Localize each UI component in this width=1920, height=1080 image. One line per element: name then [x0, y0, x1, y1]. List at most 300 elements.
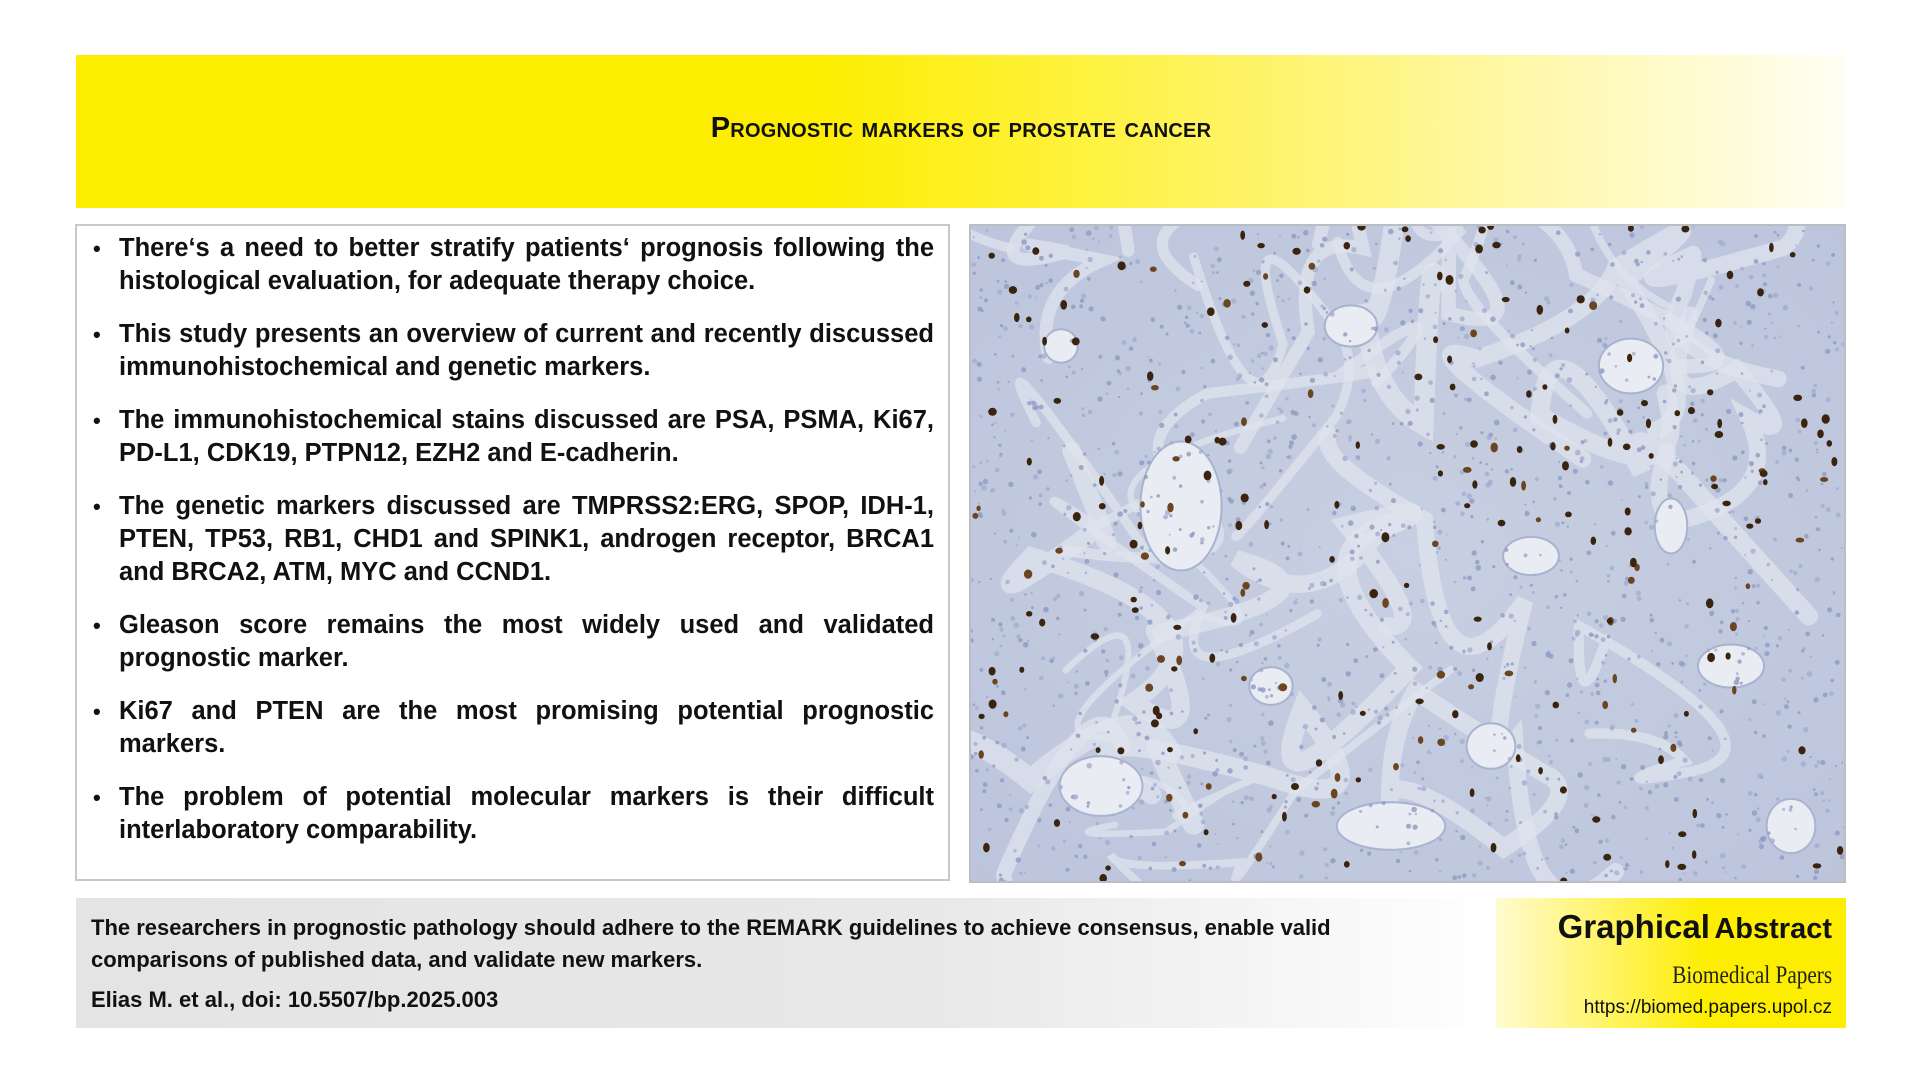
- counterstain-nucleus: [1216, 865, 1220, 869]
- counterstain-nucleus: [1576, 580, 1578, 582]
- counterstain-nucleus: [1118, 396, 1120, 398]
- counterstain-nucleus: [1267, 440, 1271, 444]
- counterstain-nucleus: [1119, 655, 1124, 660]
- ki67-positive-nucleus: [1438, 470, 1443, 476]
- counterstain-nucleus: [1831, 322, 1834, 325]
- counterstain-nucleus: [1376, 825, 1379, 828]
- counterstain-nucleus: [1359, 556, 1363, 560]
- counterstain-nucleus: [1741, 422, 1743, 424]
- counterstain-nucleus: [1691, 471, 1694, 474]
- counterstain-nucleus: [1715, 348, 1720, 353]
- counterstain-nucleus: [983, 479, 988, 484]
- graphical-abstract-badge: [1496, 898, 1846, 1028]
- counterstain-nucleus: [1653, 377, 1657, 381]
- counterstain-nucleus: [1374, 710, 1378, 714]
- counterstain-nucleus: [1217, 843, 1219, 845]
- counterstain-nucleus: [1038, 502, 1042, 506]
- counterstain-nucleus: [1720, 778, 1725, 783]
- counterstain-nucleus: [1127, 786, 1130, 789]
- counterstain-nucleus: [1426, 294, 1430, 298]
- counterstain-nucleus: [1673, 713, 1678, 718]
- counterstain-nucleus: [1620, 856, 1623, 859]
- counterstain-nucleus: [1732, 455, 1737, 460]
- counterstain-nucleus: [1250, 291, 1255, 296]
- counterstain-nucleus: [1245, 614, 1247, 616]
- counterstain-nucleus: [1218, 297, 1221, 300]
- ki67-positive-nucleus: [1553, 415, 1558, 424]
- ki67-positive-nucleus: [1470, 440, 1478, 447]
- counterstain-nucleus: [982, 789, 986, 793]
- counterstain-nucleus: [1716, 813, 1721, 818]
- ki67-positive-nucleus: [1130, 540, 1138, 549]
- counterstain-nucleus: [1747, 320, 1752, 325]
- counterstain-nucleus: [1776, 644, 1779, 647]
- counterstain-nucleus: [1749, 275, 1754, 280]
- counterstain-nucleus: [1176, 634, 1182, 640]
- counterstain-nucleus: [1573, 469, 1578, 474]
- counterstain-nucleus: [1009, 807, 1013, 811]
- counterstain-nucleus: [1513, 575, 1517, 579]
- counterstain-nucleus: [1006, 580, 1010, 584]
- counterstain-nucleus: [1141, 767, 1144, 770]
- counterstain-nucleus: [1809, 286, 1814, 291]
- counterstain-nucleus: [1186, 452, 1191, 457]
- counterstain-nucleus: [1776, 265, 1779, 268]
- ki67-positive-nucleus: [1072, 337, 1080, 345]
- counterstain-nucleus: [1147, 510, 1150, 513]
- conclusion-footer: [76, 898, 1498, 1028]
- counterstain-nucleus: [1273, 252, 1276, 255]
- counterstain-nucleus: [1174, 289, 1177, 292]
- counterstain-nucleus: [1558, 461, 1560, 463]
- counterstain-nucleus: [1254, 381, 1257, 384]
- counterstain-nucleus: [1027, 401, 1031, 405]
- ki67-positive-nucleus: [1624, 527, 1631, 535]
- ki67-positive-nucleus: [1344, 861, 1350, 868]
- counterstain-nucleus: [1428, 380, 1433, 385]
- ki67-positive-nucleus: [1209, 654, 1215, 663]
- counterstain-nucleus: [1476, 565, 1482, 571]
- counterstain-nucleus: [1245, 401, 1249, 405]
- counterstain-nucleus: [1648, 790, 1652, 794]
- counterstain-nucleus: [1269, 862, 1272, 865]
- counterstain-nucleus: [1071, 305, 1076, 310]
- ki67-positive-nucleus: [1542, 384, 1547, 390]
- counterstain-nucleus: [1706, 649, 1710, 653]
- counterstain-nucleus: [1083, 453, 1086, 456]
- journal-url[interactable]: https://biomed.papers.upol.cz: [1583, 997, 1832, 1018]
- ki67-positive-nucleus: [1447, 356, 1452, 364]
- ki67-positive-nucleus: [1172, 456, 1179, 461]
- counterstain-nucleus: [1478, 860, 1483, 865]
- ki67-positive-nucleus: [1437, 444, 1445, 450]
- ki67-positive-nucleus: [1263, 273, 1268, 280]
- counterstain-nucleus: [1789, 570, 1793, 574]
- counterstain-nucleus: [1135, 616, 1139, 620]
- counterstain-nucleus: [1739, 342, 1742, 345]
- counterstain-nucleus: [1692, 462, 1696, 466]
- counterstain-nucleus: [1024, 872, 1026, 874]
- counterstain-nucleus: [1046, 282, 1048, 284]
- counterstain-nucleus: [1380, 529, 1382, 531]
- counterstain-nucleus: [978, 502, 980, 504]
- ki67-positive-nucleus: [1715, 431, 1724, 438]
- counterstain-nucleus: [1051, 846, 1056, 851]
- counterstain-nucleus: [1637, 596, 1642, 601]
- counterstain-nucleus: [1817, 244, 1821, 248]
- counterstain-nucleus: [1291, 234, 1296, 239]
- ki67-positive-nucleus: [1746, 524, 1753, 529]
- counterstain-nucleus: [1610, 262, 1615, 267]
- counterstain-nucleus: [1535, 704, 1540, 709]
- counterstain-nucleus: [1227, 768, 1232, 773]
- ki67-positive-nucleus: [1658, 755, 1664, 764]
- counterstain-nucleus: [1164, 831, 1169, 836]
- counterstain-nucleus: [1698, 689, 1701, 692]
- counterstain-nucleus: [1546, 857, 1549, 860]
- bullet-dot-icon: •: [93, 322, 101, 347]
- counterstain-nucleus: [1462, 650, 1465, 653]
- counterstain-nucleus: [980, 288, 983, 291]
- counterstain-nucleus: [1607, 574, 1611, 578]
- counterstain-nucleus: [1368, 768, 1372, 772]
- counterstain-nucleus: [1350, 709, 1355, 714]
- counterstain-nucleus: [1046, 487, 1050, 491]
- counterstain-nucleus: [1303, 230, 1308, 235]
- counterstain-nucleus: [973, 272, 976, 275]
- counterstain-nucleus: [1667, 563, 1670, 566]
- counterstain-nucleus: [1351, 247, 1356, 252]
- ki67-positive-nucleus: [1510, 477, 1516, 487]
- counterstain-nucleus: [1558, 559, 1561, 562]
- counterstain-nucleus: [1193, 648, 1198, 653]
- counterstain-nucleus: [1255, 302, 1259, 306]
- counterstain-nucleus: [1142, 710, 1145, 713]
- counterstain-nucleus: [1314, 787, 1318, 791]
- counterstain-nucleus: [1801, 761, 1807, 767]
- counterstain-nucleus: [1602, 342, 1607, 347]
- counterstain-nucleus: [1813, 697, 1818, 702]
- counterstain-nucleus: [1514, 695, 1516, 697]
- counterstain-nucleus: [1428, 725, 1430, 727]
- counterstain-nucleus: [1291, 434, 1297, 440]
- counterstain-nucleus: [1619, 399, 1623, 403]
- counterstain-nucleus: [1729, 511, 1731, 513]
- ki67-positive-nucleus: [1470, 788, 1475, 797]
- counterstain-nucleus: [1384, 289, 1387, 292]
- counterstain-nucleus: [1679, 599, 1681, 601]
- ki67-positive-nucleus: [1517, 446, 1523, 453]
- key-point-item: [91, 695, 934, 761]
- counterstain-nucleus: [1194, 255, 1197, 258]
- counterstain-nucleus: [1596, 691, 1601, 696]
- counterstain-nucleus: [1414, 850, 1419, 855]
- counterstain-nucleus: [1393, 261, 1398, 266]
- counterstain-nucleus: [1488, 822, 1492, 826]
- counterstain-nucleus: [1228, 468, 1233, 473]
- counterstain-nucleus: [1019, 324, 1023, 328]
- counterstain-nucleus: [1201, 820, 1206, 825]
- counterstain-nucleus: [1558, 778, 1561, 781]
- counterstain-nucleus: [1520, 342, 1525, 347]
- counterstain-nucleus: [1770, 838, 1775, 843]
- counterstain-nucleus: [1782, 756, 1787, 761]
- counterstain-nucleus: [1748, 829, 1751, 832]
- counterstain-nucleus: [1337, 801, 1340, 804]
- counterstain-nucleus: [1576, 678, 1578, 680]
- counterstain-nucleus: [1464, 398, 1468, 402]
- counterstain-nucleus: [1064, 287, 1069, 292]
- counterstain-nucleus: [1821, 483, 1824, 486]
- counterstain-nucleus: [1767, 563, 1771, 567]
- counterstain-nucleus: [1298, 281, 1303, 286]
- counterstain-nucleus: [1718, 240, 1723, 245]
- counterstain-nucleus: [1369, 804, 1373, 808]
- counterstain-nucleus: [1825, 809, 1830, 814]
- counterstain-nucleus: [1180, 755, 1184, 759]
- counterstain-nucleus: [1023, 642, 1029, 648]
- counterstain-nucleus: [1096, 822, 1100, 826]
- counterstain-nucleus: [1289, 609, 1292, 612]
- counterstain-nucleus: [1596, 678, 1599, 681]
- counterstain-nucleus: [1384, 327, 1389, 332]
- counterstain-nucleus: [1272, 866, 1275, 869]
- counterstain-nucleus: [1747, 647, 1750, 650]
- ki67-positive-nucleus: [1176, 656, 1182, 666]
- counterstain-nucleus: [1037, 818, 1041, 822]
- histology-image: [969, 224, 1846, 883]
- counterstain-nucleus: [1768, 294, 1773, 299]
- ki67-positive-nucleus: [1138, 522, 1143, 529]
- counterstain-nucleus: [1233, 343, 1235, 345]
- ki67-positive-nucleus: [1241, 417, 1247, 426]
- counterstain-nucleus: [1327, 682, 1332, 687]
- counterstain-nucleus: [1248, 542, 1253, 547]
- ki67-positive-nucleus: [1243, 281, 1250, 287]
- counterstain-nucleus: [1058, 693, 1063, 698]
- counterstain-nucleus: [1266, 862, 1268, 864]
- counterstain-nucleus: [1309, 583, 1314, 588]
- counterstain-nucleus: [1202, 677, 1205, 680]
- counterstain-nucleus: [1085, 681, 1090, 686]
- counterstain-nucleus: [1264, 750, 1268, 754]
- counterstain-nucleus: [1667, 359, 1671, 363]
- counterstain-nucleus: [1359, 810, 1362, 813]
- counterstain-nucleus: [1268, 688, 1271, 691]
- counterstain-nucleus: [1332, 511, 1336, 515]
- counterstain-nucleus: [1522, 242, 1525, 245]
- counterstain-nucleus: [1588, 762, 1592, 766]
- counterstain-nucleus: [1309, 771, 1312, 774]
- counterstain-nucleus: [1008, 381, 1010, 383]
- bullet-dot-icon: •: [93, 236, 101, 261]
- counterstain-nucleus: [1472, 362, 1475, 365]
- counterstain-nucleus: [1342, 456, 1347, 461]
- counterstain-nucleus: [1158, 410, 1162, 414]
- counterstain-nucleus: [1443, 735, 1449, 741]
- counterstain-nucleus: [1151, 317, 1156, 322]
- counterstain-nucleus: [1833, 301, 1835, 303]
- counterstain-nucleus: [1781, 677, 1786, 682]
- ki67-positive-nucleus: [1592, 816, 1600, 822]
- counterstain-nucleus: [1130, 673, 1135, 678]
- counterstain-nucleus: [1112, 533, 1115, 536]
- counterstain-nucleus: [1088, 410, 1093, 415]
- counterstain-nucleus: [1423, 284, 1425, 286]
- counterstain-nucleus: [1493, 734, 1495, 736]
- counterstain-nucleus: [979, 461, 982, 464]
- counterstain-nucleus: [1402, 372, 1404, 374]
- counterstain-nucleus: [1438, 547, 1441, 550]
- counterstain-nucleus: [1479, 348, 1482, 351]
- counterstain-nucleus: [1610, 725, 1615, 730]
- counterstain-nucleus: [1093, 483, 1097, 487]
- counterstain-nucleus: [1385, 713, 1389, 717]
- ki67-positive-nucleus: [1264, 520, 1269, 529]
- counterstain-nucleus: [1835, 311, 1840, 316]
- counterstain-nucleus: [1278, 408, 1280, 410]
- counterstain-nucleus: [1138, 589, 1142, 593]
- ki67-positive-nucleus: [1167, 747, 1173, 752]
- ki67-positive-nucleus: [1360, 711, 1366, 716]
- ki67-positive-nucleus: [1157, 655, 1165, 663]
- counterstain-nucleus: [1672, 343, 1675, 346]
- ki67-positive-nucleus: [1240, 589, 1245, 597]
- counterstain-nucleus: [1693, 418, 1698, 423]
- counterstain-nucleus: [1066, 505, 1071, 510]
- counterstain-nucleus: [1373, 647, 1378, 652]
- counterstain-nucleus: [1636, 262, 1640, 266]
- counterstain-nucleus: [1239, 643, 1243, 647]
- counterstain-nucleus: [1810, 655, 1813, 658]
- counterstain-nucleus: [1067, 681, 1069, 683]
- counterstain-nucleus: [1112, 442, 1116, 446]
- counterstain-nucleus: [1831, 557, 1834, 560]
- counterstain-nucleus: [1816, 451, 1818, 453]
- counterstain-nucleus: [988, 828, 991, 831]
- ki67-positive-nucleus: [1623, 444, 1631, 451]
- counterstain-nucleus: [1413, 825, 1418, 830]
- counterstain-nucleus: [1742, 602, 1744, 604]
- counterstain-nucleus: [1665, 359, 1667, 361]
- journal-name: Biomedical Papers: [1672, 962, 1832, 989]
- key-points-box: [75, 224, 950, 881]
- counterstain-nucleus: [1650, 614, 1653, 617]
- counterstain-nucleus: [1664, 731, 1668, 735]
- counterstain-nucleus: [1802, 230, 1805, 233]
- counterstain-nucleus: [1115, 699, 1119, 703]
- counterstain-nucleus: [1604, 337, 1607, 340]
- counterstain-nucleus: [1677, 740, 1682, 745]
- counterstain-nucleus: [1692, 226, 1694, 228]
- counterstain-nucleus: [1549, 760, 1553, 764]
- counterstain-nucleus: [1405, 409, 1410, 414]
- counterstain-nucleus: [1599, 623, 1604, 628]
- counterstain-nucleus: [1526, 769, 1530, 773]
- counterstain-nucleus: [1382, 646, 1384, 648]
- ki67-positive-nucleus: [1009, 286, 1017, 294]
- counterstain-nucleus: [1803, 727, 1808, 732]
- counterstain-nucleus: [1344, 358, 1347, 361]
- counterstain-nucleus: [985, 229, 988, 232]
- counterstain-nucleus: [1251, 359, 1255, 363]
- counterstain-nucleus: [1261, 662, 1263, 664]
- counterstain-nucleus: [1396, 859, 1401, 864]
- counterstain-nucleus: [1165, 856, 1167, 858]
- counterstain-nucleus: [1699, 484, 1702, 487]
- ki67-positive-nucleus: [989, 700, 997, 709]
- counterstain-nucleus: [1426, 433, 1430, 437]
- counterstain-nucleus: [1113, 572, 1118, 577]
- counterstain-nucleus: [1435, 642, 1438, 645]
- counterstain-nucleus: [998, 335, 1001, 338]
- ki67-positive-nucleus: [1393, 763, 1399, 770]
- counterstain-nucleus: [1021, 367, 1026, 372]
- counterstain-nucleus: [1284, 663, 1289, 668]
- counterstain-nucleus: [1764, 651, 1769, 656]
- ki67-positive-nucleus: [1630, 558, 1637, 567]
- ki67-positive-nucleus: [1560, 786, 1567, 793]
- counterstain-nucleus: [1129, 346, 1134, 351]
- ki67-positive-nucleus: [1032, 247, 1039, 255]
- counterstain-nucleus: [1663, 782, 1668, 787]
- counterstain-nucleus: [1397, 361, 1401, 365]
- counterstain-nucleus: [1163, 515, 1168, 520]
- counterstain-nucleus: [1228, 459, 1232, 463]
- counterstain-nucleus: [1701, 361, 1705, 365]
- counterstain-nucleus: [1448, 317, 1452, 321]
- counterstain-nucleus: [1232, 597, 1236, 601]
- ki67-positive-nucleus: [1437, 739, 1445, 746]
- counterstain-nucleus: [1757, 393, 1762, 398]
- ki67-positive-nucleus: [1641, 400, 1648, 406]
- counterstain-nucleus: [1295, 598, 1297, 600]
- counterstain-nucleus: [1770, 370, 1773, 373]
- counterstain-nucleus: [1216, 271, 1219, 274]
- counterstain-nucleus: [1079, 591, 1085, 597]
- counterstain-nucleus: [1010, 616, 1015, 621]
- counterstain-nucleus: [1751, 344, 1754, 347]
- counterstain-nucleus: [1632, 352, 1636, 356]
- counterstain-nucleus: [1147, 461, 1151, 465]
- counterstain-nucleus: [1075, 855, 1079, 859]
- counterstain-nucleus: [1762, 262, 1765, 265]
- counterstain-nucleus: [1735, 609, 1739, 613]
- ki67-positive-nucleus: [1707, 653, 1715, 662]
- counterstain-nucleus: [1348, 520, 1354, 526]
- counterstain-nucleus: [1822, 799, 1825, 802]
- counterstain-nucleus: [1575, 450, 1581, 456]
- counterstain-nucleus: [1835, 765, 1837, 767]
- counterstain-nucleus: [1004, 818, 1008, 822]
- ki67-positive-nucleus: [1054, 819, 1060, 827]
- counterstain-nucleus: [1040, 379, 1043, 382]
- counterstain-nucleus: [1486, 866, 1490, 870]
- counterstain-nucleus: [1346, 671, 1351, 676]
- counterstain-nucleus: [1787, 700, 1790, 703]
- counterstain-nucleus: [1415, 813, 1417, 815]
- counterstain-nucleus: [1349, 356, 1352, 359]
- counterstain-nucleus: [977, 377, 982, 382]
- counterstain-nucleus: [1307, 508, 1310, 511]
- counterstain-nucleus: [1436, 465, 1439, 468]
- ki67-positive-nucleus: [1204, 471, 1212, 481]
- ki67-positive-nucleus: [1131, 597, 1137, 603]
- counterstain-nucleus: [1692, 440, 1695, 443]
- counterstain-nucleus: [1812, 393, 1816, 397]
- ki67-positive-nucleus: [1027, 458, 1032, 466]
- counterstain-nucleus: [1377, 373, 1381, 377]
